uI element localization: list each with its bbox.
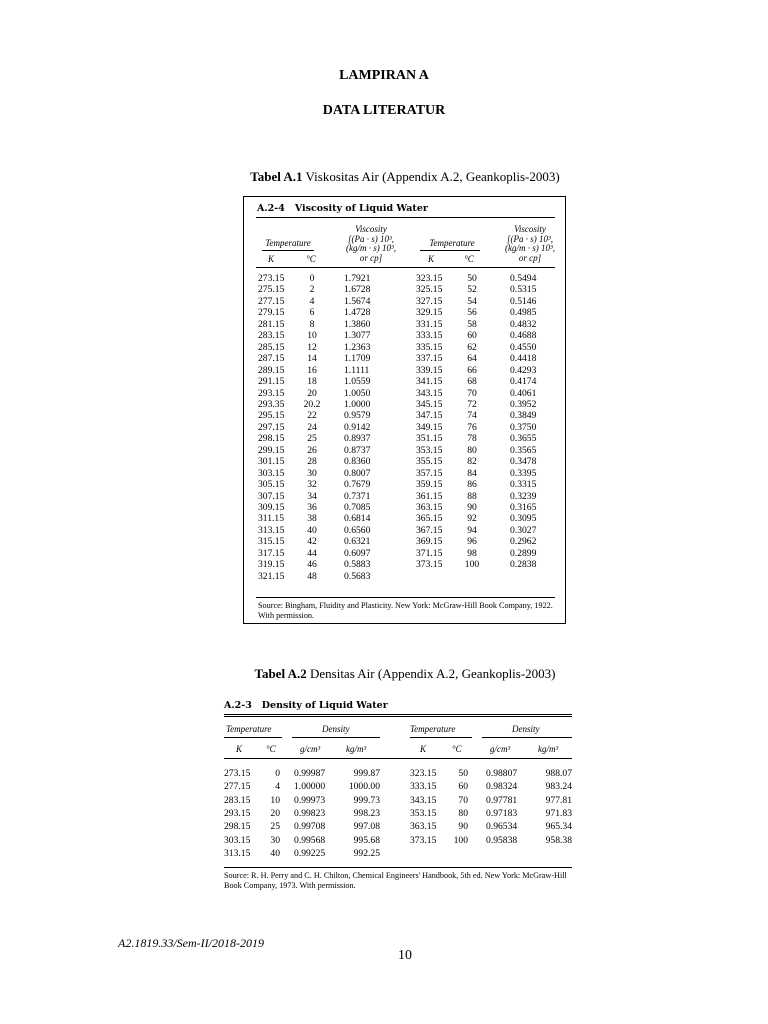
cell-viscosity: 0.4418 [510,353,537,365]
cell-viscosity: 0.7679 [344,479,371,491]
cell-kelvin: 321.15 [258,570,285,582]
cell-viscosity: 0.8007 [344,467,371,479]
cell-kelvin: 281.15 [258,318,285,330]
header-temperature-left: Temperature [226,724,272,734]
cell-kelvin: 313.15 [258,524,285,536]
cell-density-gcm3: 1.00000 [294,781,326,793]
cell-density-gcm3: 0.97183 [486,807,518,819]
cell-viscosity: 1.0000 [344,398,371,410]
cell-celsius: 82 [467,456,477,468]
document-code: A2.1819.33/Sem-II/2018-2019 [118,936,264,950]
cell-celsius: 90 [458,821,468,833]
cell-density-kgm3: 988.07 [545,768,572,779]
cell-viscosity: 1.1111 [344,364,370,376]
header-gcm3-right: g/cm³ [490,744,511,754]
cell-celsius: 50 [458,768,468,779]
cell-celsius: 10 [270,794,280,806]
cell-celsius: 8 [309,318,315,330]
cell-kelvin: 361.15 [416,490,443,502]
cell-viscosity: 1.0050 [344,387,371,399]
caption-text: Viskositas Air (Appendix A.2, Geankoplis-2003) [302,169,560,184]
cell-celsius: 16 [307,364,317,376]
cell-viscosity: 0.8360 [344,456,371,468]
header-line: (kg/m · s) 10³, [505,243,555,253]
header-k-left: K [267,254,274,264]
cell-viscosity: 0.3095 [510,513,537,525]
cell-viscosity: 1.3077 [344,330,371,342]
cell-kelvin: 293.15 [224,807,251,819]
cell-kelvin: 303.15 [258,467,285,479]
cell-viscosity: 1.7921 [344,273,371,284]
cell-kelvin: 303.15 [224,834,251,846]
cell-kelvin: 307.15 [258,490,285,502]
cell-kelvin: 337.15 [416,353,443,365]
cell-viscosity: 1.3860 [344,318,371,330]
cell-viscosity: 0.9579 [344,410,371,422]
header-c-right: °C [452,744,462,754]
cell-celsius: 86 [467,479,477,491]
cell-density-gcm3: 0.97781 [486,794,518,806]
cell-celsius: 12 [307,341,317,353]
cell-density-gcm3: 0.99225 [294,847,326,859]
header-temperature-right: Temperature [429,238,475,248]
cell-density-kgm3: 999.73 [353,794,380,806]
cell-viscosity: 0.3027 [510,524,537,536]
header-kgm3-right: kg/m³ [538,744,559,754]
cell-celsius: 40 [270,847,280,859]
cell-kelvin: 285.15 [258,341,285,353]
cell-celsius: 92 [467,513,477,525]
cell-celsius: 14 [307,353,317,365]
cell-celsius: 94 [467,524,477,536]
cell-density-kgm3: 998.23 [353,807,380,819]
cell-viscosity: 0.2838 [510,559,537,571]
cell-kelvin: 329.15 [416,307,443,319]
cell-kelvin: 331.15 [416,318,443,330]
header-line: or cp] [518,252,542,263]
header-line: Viscosity [514,224,546,234]
cell-kelvin: 283.15 [224,794,251,806]
cell-viscosity: 0.4550 [510,341,537,353]
cell-viscosity: 0.2962 [510,536,537,548]
cell-celsius: 36 [307,502,317,513]
header-c-left: °C [266,744,276,754]
density-table [224,700,576,905]
cell-density-kgm3: 1000.00 [348,781,380,793]
cell-density-kgm3: 958.38 [545,834,572,846]
cell-kelvin: 355.15 [416,456,443,468]
cell-kelvin: 371.15 [416,547,443,559]
caption-text: Densitas Air (Appendix A.2, Geankoplis-2003) [306,666,556,681]
cell-celsius: 52 [467,284,477,296]
cell-celsius: 100 [453,834,468,846]
cell-celsius: 0 [309,273,315,284]
cell-kelvin: 317.15 [258,547,285,559]
header-temperature-right: Temperature [410,724,456,734]
table-title [224,700,388,711]
cell-celsius: 80 [467,444,477,456]
cell-celsius: 24 [307,421,317,433]
rule [224,867,572,868]
cell-viscosity: 0.6560 [344,524,371,536]
cell-celsius: 50 [467,273,477,284]
header-density-right: Density [512,724,540,734]
cell-viscosity: 1.1709 [344,353,371,365]
cell-kelvin: 349.15 [416,421,443,433]
cell-kelvin: 273.15 [258,273,285,284]
cell-kelvin: 333.15 [410,781,437,793]
cell-celsius: 62 [467,341,477,353]
cell-viscosity: 0.2899 [510,547,537,559]
cell-viscosity: 0.3655 [510,433,537,445]
cell-celsius: 28 [307,456,317,468]
cell-celsius: 25 [270,821,280,833]
table-number: A.2-3 [224,700,252,711]
cell-kelvin: 345.15 [416,398,443,410]
cell-celsius: 78 [467,433,477,445]
cell-kelvin: 323.15 [416,273,443,284]
cell-kelvin: 291.15 [258,376,285,388]
cell-kelvin: 351.15 [416,433,443,445]
cell-kelvin: 335.15 [416,341,443,353]
cell-density-kgm3: 965.34 [545,821,572,833]
table-caption-1 [0,169,768,185]
cell-density-gcm3: 0.95838 [486,834,518,846]
cell-kelvin: 325.15 [416,284,443,296]
cell-celsius: 90 [467,502,477,513]
cell-viscosity: 0.5883 [344,559,371,571]
cell-viscosity: 0.5315 [510,284,537,296]
cell-kelvin: 353.15 [410,807,437,819]
rule [224,714,572,715]
cell-kelvin: 295.15 [258,410,285,422]
table-number: A.2-4 [257,203,285,214]
cell-density-gcm3: 0.96534 [486,821,518,833]
cell-kelvin: 309.15 [258,502,285,513]
cell-viscosity: 0.6814 [344,513,371,525]
cell-celsius: 0 [275,768,280,779]
cell-celsius: 25 [307,433,317,445]
rule [256,217,555,218]
cell-viscosity: 0.3165 [510,502,537,513]
cell-celsius: 74 [467,410,477,422]
cell-kelvin: 273.15 [224,768,251,779]
cell-kelvin: 359.15 [416,479,443,491]
cell-viscosity: 0.8937 [344,433,371,445]
cell-density-kgm3: 977.81 [545,794,572,806]
header-k-left: K [236,744,243,754]
cell-viscosity: 0.6321 [344,536,371,548]
cell-celsius: 38 [307,513,317,525]
cell-kelvin: 277.15 [224,781,251,793]
header-viscosity-right [494,225,566,263]
rule [224,737,282,738]
cell-celsius: 18 [307,376,317,388]
cell-kelvin: 277.15 [258,295,285,307]
cell-celsius: 22 [307,410,317,422]
cell-kelvin: 373.15 [410,834,437,846]
cell-kelvin: 343.15 [416,387,443,399]
cell-celsius: 42 [307,536,317,548]
cell-viscosity: 0.3750 [510,421,537,433]
rule [256,597,555,598]
caption-label: Tabel A.1 [250,169,303,184]
cell-density-gcm3: 0.98324 [486,781,518,793]
cell-celsius: 44 [307,547,317,559]
header-line: [(Pa · s) 10³, [507,233,553,244]
rule [482,737,572,738]
cell-viscosity: 0.4293 [510,364,537,376]
cell-celsius: 58 [467,318,477,330]
cell-kelvin: 298.15 [224,821,251,833]
cell-viscosity: 0.3239 [510,490,537,502]
cell-celsius: 88 [467,490,477,502]
cell-kelvin: 369.15 [416,536,443,548]
cell-viscosity: 0.3849 [510,410,537,422]
cell-kelvin: 341.15 [416,376,443,388]
cell-celsius: 84 [467,467,477,479]
cell-kelvin: 279.15 [258,307,285,319]
header-kgm3-left: kg/m³ [346,744,367,754]
cell-celsius: 40 [307,524,317,536]
cell-kelvin: 333.15 [416,330,443,342]
rule [224,716,572,717]
cell-celsius: 70 [467,387,477,399]
cell-viscosity: 0.4061 [510,387,537,399]
cell-kelvin: 373.15 [416,559,443,571]
header-k-right: K [420,744,427,754]
rule [224,758,572,759]
cell-density-gcm3: 0.99708 [294,821,326,833]
cell-celsius: 26 [307,444,317,456]
cell-celsius: 32 [307,479,317,491]
cell-celsius: 20 [270,807,280,819]
cell-celsius: 72 [467,398,477,410]
cell-viscosity: 0.7085 [344,502,371,513]
cell-density-gcm3: 0.99987 [294,768,326,779]
cell-kelvin: 365.15 [416,513,443,525]
rule [292,737,380,738]
cell-celsius: 2 [309,284,315,296]
cell-celsius: 66 [467,364,477,376]
header-line: or cp] [359,252,383,263]
cell-density-gcm3: 0.99568 [294,834,326,846]
cell-kelvin: 357.15 [416,467,443,479]
cell-celsius: 20 [307,387,317,399]
cell-celsius: 60 [458,781,468,793]
cell-celsius: 80 [458,807,468,819]
caption-label: Tabel A.2 [254,666,307,681]
cell-density-kgm3: 983.24 [545,781,572,793]
cell-celsius: 34 [307,490,317,502]
cell-kelvin: 293.15 [258,387,285,399]
cell-viscosity: 1.5674 [344,295,371,307]
cell-celsius: 30 [270,834,280,846]
cell-density-gcm3: 0.98807 [486,768,518,779]
cell-celsius: 46 [307,559,317,571]
cell-density-gcm3: 0.99973 [294,794,326,806]
cell-celsius: 64 [467,353,477,365]
cell-kelvin: 313.15 [224,847,251,859]
cell-viscosity: 0.5494 [510,273,537,284]
cell-kelvin: 319.15 [258,559,285,571]
cell-viscosity: 0.4832 [510,318,537,330]
header-c-right: °C [464,254,474,264]
cell-celsius: 54 [467,295,477,307]
cell-density-kgm3: 999.87 [353,768,380,779]
cell-viscosity: 0.3565 [510,444,537,456]
cell-celsius: 4 [309,295,315,307]
page-number: 10 [398,948,412,963]
cell-kelvin: 287.15 [258,353,285,365]
cell-celsius: 56 [467,307,477,319]
cell-celsius: 96 [467,536,477,548]
cell-kelvin: 275.15 [258,284,285,296]
cell-density-kgm3: 992.25 [353,847,380,859]
section-heading: DATA LITERATUR [322,103,446,118]
cell-kelvin: 299.15 [258,444,285,456]
cell-celsius: 68 [467,376,477,388]
cell-density-kgm3: 997.08 [353,821,380,833]
cell-density-kgm3: 971.83 [545,807,572,819]
cell-viscosity: 0.3478 [510,456,537,468]
cell-viscosity: 0.8737 [344,444,371,456]
cell-viscosity: 0.6097 [344,547,371,559]
cell-viscosity: 1.0559 [344,376,371,388]
cell-celsius: 48 [307,570,317,582]
cell-viscosity: 0.3315 [510,479,537,491]
cell-celsius: 4 [275,781,280,793]
cell-kelvin: 293.35 [258,398,285,410]
rule [410,737,472,738]
cell-viscosity: 0.5683 [344,570,371,582]
table-title-text: Density of Liquid Water [261,700,388,711]
cell-kelvin: 323.15 [410,768,437,779]
cell-viscosity: 0.3395 [510,467,537,479]
header-c-left: °C [306,254,316,264]
header-k-right: K [427,254,434,264]
cell-kelvin: 301.15 [258,456,285,468]
header-temperature-left: Temperature [265,238,311,248]
header-line: (kg/m · s) 10³, [346,243,396,253]
table-source: Source: Bingham, Fluidity and Plasticity. New York: McGraw-Hill Book Company, 1922. With permission. [258,601,553,620]
cell-density-kgm3: 995.68 [353,834,380,846]
cell-celsius: 20.2 [303,398,321,410]
cell-kelvin: 339.15 [416,364,443,376]
cell-viscosity: 0.5146 [510,295,537,307]
cell-viscosity: 0.4174 [510,376,537,388]
header-viscosity-left [334,225,408,263]
cell-celsius: 98 [467,547,477,559]
cell-kelvin: 363.15 [410,821,437,833]
cell-kelvin: 311.15 [258,513,285,525]
table-title-text: Viscosity of Liquid Water [294,203,428,214]
table-title [257,203,428,214]
cell-kelvin: 289.15 [258,364,285,376]
viscosity-table [243,196,566,624]
cell-kelvin: 283.15 [258,330,285,342]
cell-celsius: 30 [307,467,317,479]
table-caption-2 [0,666,768,682]
cell-kelvin: 367.15 [416,524,443,536]
cell-celsius: 60 [467,330,477,342]
cell-celsius: 10 [307,330,317,342]
cell-kelvin: 327.15 [416,295,443,307]
cell-kelvin: 353.15 [416,444,443,456]
cell-celsius: 100 [464,559,480,571]
cell-viscosity: 1.2363 [344,341,371,353]
header-gcm3-left: g/cm³ [300,744,321,754]
cell-viscosity: 1.4728 [344,307,371,319]
rule [256,267,555,268]
cell-celsius: 6 [309,307,315,319]
rule [262,250,314,251]
cell-kelvin: 363.15 [416,502,443,513]
cell-kelvin: 343.15 [410,794,437,806]
header-density-left: Density [322,724,350,734]
cell-viscosity: 1.6728 [344,284,371,296]
cell-density-gcm3: 0.99823 [294,807,326,819]
table-source: Source: R. H. Perry and C. H. Chilton, Chemical Engineers' Handbook, 5th ed. New York: McGraw-Hill Book Company, 1973. With permission. [224,871,567,890]
header-line: [(Pa · s) 10³, [348,233,394,244]
cell-kelvin: 305.15 [258,479,285,491]
header-line: Viscosity [355,224,387,234]
appendix-heading: LAMPIRAN A [339,68,429,83]
cell-kelvin: 297.15 [258,421,285,433]
cell-viscosity: 0.4985 [510,307,537,319]
cell-kelvin: 298.15 [258,433,285,445]
cell-celsius: 76 [467,421,477,433]
cell-kelvin: 347.15 [416,410,443,422]
cell-kelvin: 315.15 [258,536,285,548]
cell-viscosity: 0.4688 [510,330,537,342]
cell-celsius: 70 [458,794,468,806]
cell-viscosity: 0.9142 [344,421,371,433]
cell-viscosity: 0.7371 [344,490,371,502]
rule [420,250,480,251]
cell-viscosity: 0.3952 [510,398,537,410]
